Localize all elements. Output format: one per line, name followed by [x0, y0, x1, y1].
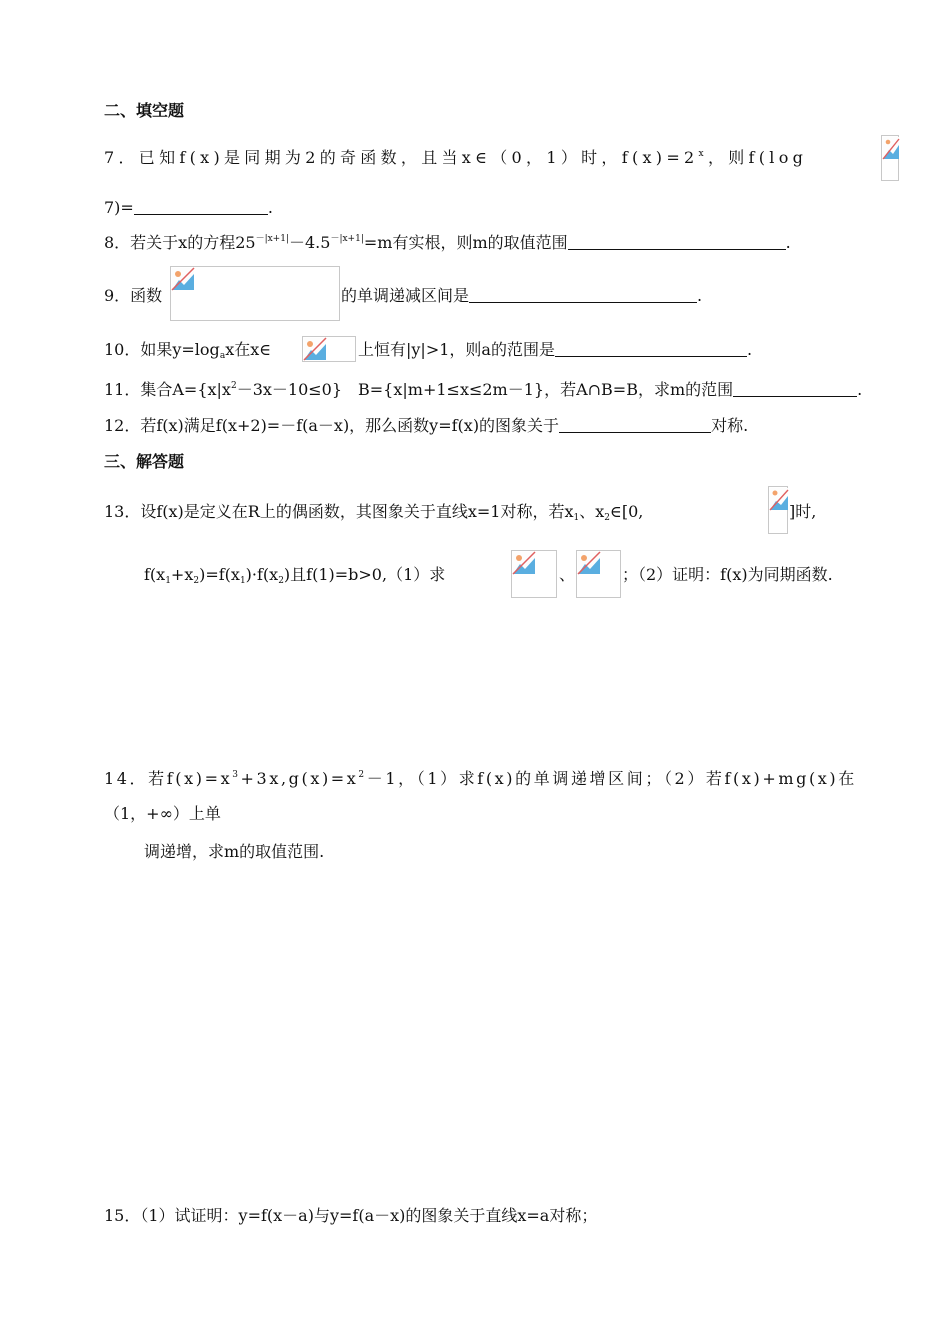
question-10-b [358, 340, 752, 360]
section-heading-fill: 二、填空题 [104, 101, 185, 120]
q13-sub-2: 2 [604, 513, 610, 523]
q13-text-b: 、x [579, 502, 605, 521]
broken-image-icon [302, 336, 356, 362]
q13-sub-3: 1 [165, 576, 171, 586]
q13-sub-1: 1 [573, 513, 580, 523]
q13-sub-6: 2 [278, 576, 284, 586]
q14-text-b: +3x,g(x)=x [240, 769, 359, 788]
q13-text-h: )·f(x [245, 565, 279, 584]
q10-text-b: x在x∈ [225, 340, 272, 359]
question-13-line-1 [104, 502, 643, 522]
broken-image-icon [768, 486, 788, 534]
question-15: 15．（1）试证明：y=f(x－a)与y=f(a－x)的图象关于直线x=a对称； [104, 1206, 598, 1225]
question-13-separator: 、 [559, 565, 576, 584]
q11-exponent: 2 [230, 381, 237, 391]
section-heading-answer: 三、解答题 [104, 452, 185, 471]
q14-text-a: 14．若f(x)=x [104, 769, 233, 788]
q12-text-b: 对称. [711, 416, 749, 435]
broken-image-icon [881, 135, 899, 181]
q10-text-d: . [746, 340, 753, 359]
question-14-line-2: （1，+∞）上单 [104, 804, 221, 823]
q9-text-b: 的单调递减区间是 [341, 286, 470, 305]
q13-text-g: )=f(x [199, 565, 240, 584]
question-13-line-2-a [144, 565, 445, 585]
q8-exponent-2: －|x+1| [330, 234, 364, 244]
question-7-line-1 [104, 148, 807, 168]
broken-image-icon [170, 266, 340, 321]
q10-text-a: 10．如果y=log [104, 340, 220, 359]
q8-text-d: . [785, 233, 791, 252]
q7-text-d: . [267, 198, 273, 217]
question-12 [104, 416, 748, 436]
q10-subscript: a [219, 351, 226, 361]
q11-answer-blank[interactable] [733, 381, 857, 397]
q9-answer-blank[interactable] [469, 287, 697, 303]
q8-text-a: 8．若关于x的方程25 [104, 233, 256, 252]
q13-text-i: )且f(1)=b>0,（1）求 [283, 565, 446, 584]
q8-text-c: =m有实根，则m的取值范围 [363, 233, 568, 252]
q12-text-a: 12．若f(x)满足f(x+2)=－f(a－x)，那么函数y=f(x)的图象关于 [104, 416, 560, 435]
q10-text-c: 上恒有|y|>1，则a的范围是 [358, 340, 555, 359]
question-10-a [104, 340, 271, 360]
question-9-b [341, 286, 702, 306]
q14-exponent-1: 3 [232, 770, 241, 780]
q13-text-a: 13．设f(x)是定义在R上的偶函数，其图象关于直线x=1对称，若x [104, 502, 574, 521]
q13-sub-4: 2 [193, 576, 200, 586]
q13-text-e: f(x [144, 565, 166, 584]
q7-text-b: ，则f(log [707, 148, 808, 167]
q7-exponent: x [698, 149, 708, 159]
q14-exponent-2: 2 [358, 770, 367, 780]
q12-answer-blank[interactable] [559, 417, 711, 433]
q11-text-c: . [857, 380, 863, 399]
question-8 [104, 233, 791, 253]
q9-text-c: . [697, 286, 703, 305]
q13-sub-5: 1 [239, 576, 246, 586]
q8-answer-blank[interactable] [568, 234, 786, 250]
broken-image-icon [576, 550, 621, 598]
q7-text-c: 7)= [104, 198, 134, 217]
q11-text-b: －3x－10≤0} B={x|m+1≤x≤2m－1}，若A∩B=B，求m的范围 [236, 380, 734, 399]
q7-text-a: 7．已知f(x)是同期为2的奇函数，且当x∈（0，1）时，f(x)=2 [104, 148, 699, 167]
question-13-line-2-b: ；（2）证明：f(x)为同期函数. [622, 565, 833, 584]
q11-text-a: 11．集合A={x|x [104, 380, 231, 399]
q14-text-c: －1，（1）求f(x)的单调递增区间；（2）若f(x)+mg(x)在 [366, 769, 857, 788]
question-14-line-3: 调递增，求m的取值范围. [144, 842, 325, 861]
q13-text-f: +x [170, 565, 194, 584]
q13-text-c: ∈[0, [609, 502, 644, 521]
q8-text-b: －4.5 [289, 233, 331, 252]
question-14-line-1 [104, 769, 857, 789]
question-13-line-1-end: ]时, [789, 502, 817, 521]
question-11 [104, 380, 862, 400]
broken-image-icon [511, 550, 557, 598]
question-7-line-2 [104, 198, 273, 218]
question-9-a: 9．函数 [104, 286, 163, 305]
q10-answer-blank[interactable] [555, 341, 747, 357]
q7-answer-blank[interactable] [134, 199, 268, 215]
q8-exponent-1: －|x+1| [255, 234, 289, 244]
